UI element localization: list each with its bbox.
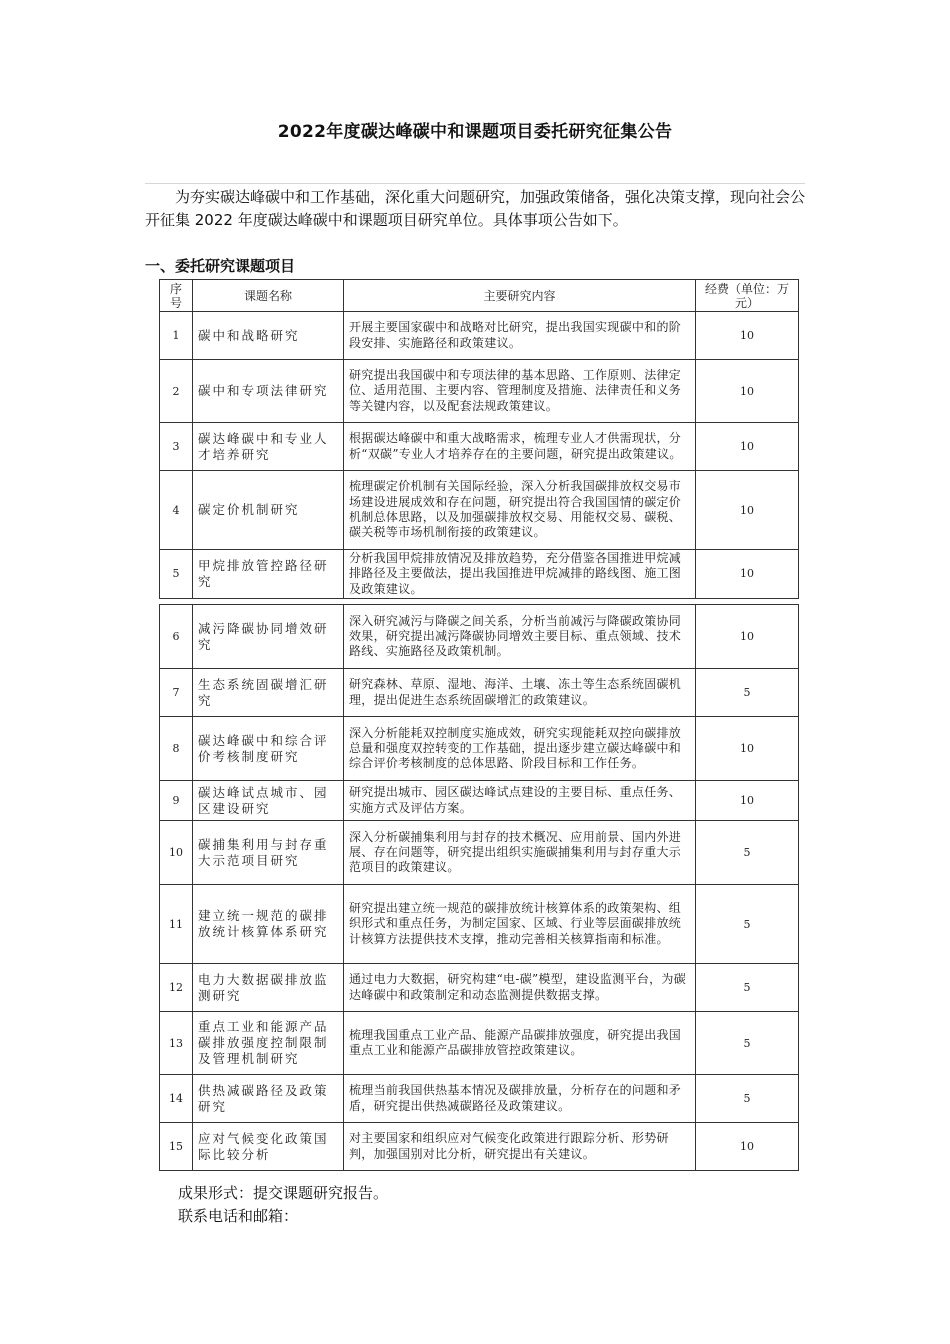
- project-table-part-2: [159, 604, 799, 1171]
- table-row: [160, 1123, 799, 1171]
- research-content: 研究森林、草原、湿地、海洋、土壤、冻土等生态系统固碳机理，提出促进生态系统固碳增汇的政策建议。: [344, 669, 696, 717]
- row-number: 4: [160, 471, 193, 550]
- row-number: 12: [160, 964, 193, 1012]
- funding-amount: 10: [696, 471, 799, 550]
- research-content: 对主要国家和组织应对气候变化政策进行跟踪分析、形势研判，加强国别对比分析，研究提出有关建议。: [344, 1123, 696, 1171]
- table-row: [160, 471, 799, 550]
- funding-amount: 10: [696, 550, 799, 599]
- section-heading: 一、委托研究课题项目: [145, 257, 296, 275]
- row-number: 14: [160, 1075, 193, 1123]
- row-number: 2: [160, 360, 193, 423]
- table-row: [160, 885, 799, 964]
- header-name: 课题名称: [193, 280, 344, 312]
- funding-amount: 10: [696, 1123, 799, 1171]
- intro-paragraph: 为夯实碳达峰碳中和工作基础，深化重大问题研究，加强政策储备，强化决策支撑，现向社会公开征集 2022 年度碳达峰碳中和课题项目研究单位。具体事项公告如下。: [145, 188, 806, 229]
- funding-amount: 5: [696, 1012, 799, 1075]
- table-row: [160, 781, 799, 821]
- table-row: [160, 964, 799, 1012]
- row-number: 15: [160, 1123, 193, 1171]
- table-row: [160, 360, 799, 423]
- project-name: 碳定价机制研究: [193, 471, 344, 550]
- funding-amount: 5: [696, 669, 799, 717]
- funding-amount: 5: [696, 821, 799, 885]
- funding-amount: 10: [696, 360, 799, 423]
- research-content: 研究提出城市、园区碳达峰试点建设的主要目标、重点任务、实施方式及评估方案。: [344, 781, 696, 821]
- project-name: 重点工业和能源产品碳排放强度控制限制及管理机制研究: [193, 1012, 344, 1075]
- research-content: 梳理我国重点工业产品、能源产品碳排放强度，研究提出我国重点工业和能源产品碳排放管控政策建议。: [344, 1012, 696, 1075]
- table-row: [160, 1012, 799, 1075]
- research-content: 研究提出建立统一规范的碳排放统计核算体系的政策架构、组织形式和重点任务，为制定国家、区域、行业等层面碳排放统计核算方法提供技术支撑，推动完善相关核算指南和标准。: [344, 885, 696, 964]
- table-row: [160, 669, 799, 717]
- row-number: 6: [160, 605, 193, 669]
- project-name: 应对气候变化政策国际比较分析: [193, 1123, 344, 1171]
- header-funding: 经费（单位：万元）: [696, 280, 799, 312]
- research-content: 开展主要国家碳中和战略对比研究，提出我国实现碳中和的阶段安排、实施路径和政策建议。: [344, 312, 696, 360]
- row-number: 9: [160, 781, 193, 821]
- research-content: 分析我国甲烷排放情况及排放趋势，充分借鉴各国推进甲烷减排路径及主要做法，提出我国推进甲烷减排的路线图、施工图及政策建议。: [344, 550, 696, 599]
- header-content: 主要研究内容: [344, 280, 696, 312]
- project-name: 碳中和专项法律研究: [193, 360, 344, 423]
- funding-amount: 10: [696, 781, 799, 821]
- table-row: [160, 312, 799, 360]
- project-name: 碳达峰碳中和专业人才培养研究: [193, 423, 344, 471]
- table-row: [160, 423, 799, 471]
- project-name: 碳捕集利用与封存重大示范项目研究: [193, 821, 344, 885]
- funding-amount: 5: [696, 964, 799, 1012]
- table-row: [160, 717, 799, 781]
- project-name: 碳达峰试点城市、园区建设研究: [193, 781, 344, 821]
- funding-amount: 10: [696, 312, 799, 360]
- research-content: 深入分析碳捕集利用与封存的技术概况、应用前景、国内外进展、存在问题等，研究提出组织实施碳捕集利用与封存重大示范项目的政策建议。: [344, 821, 696, 885]
- divider: [145, 183, 805, 184]
- funding-amount: 5: [696, 885, 799, 964]
- project-name: 供热减碳路径及政策研究: [193, 1075, 344, 1123]
- research-content: 研究提出我国碳中和专项法律的基本思路、工作原则、法律定位、适用范围、主要内容、管理制度及措施、法律责任和义务等关键内容，以及配套法规政策建议。: [344, 360, 696, 423]
- table-row: [160, 550, 799, 599]
- research-content: 深入研究减污与降碳之间关系，分析当前减污与降碳政策协同效果，研究提出减污降碳协同增效主要目标、重点领域、技术路线、实施路径及政策机制。: [344, 605, 696, 669]
- row-number: 10: [160, 821, 193, 885]
- project-name: 碳中和战略研究: [193, 312, 344, 360]
- project-name: 减污降碳协同增效研究: [193, 605, 344, 669]
- funding-amount: 10: [696, 605, 799, 669]
- page-title: 2022年度碳达峰碳中和课题项目委托研究征集公告: [277, 122, 673, 142]
- research-content: 梳理当前我国供热基本情况及碳排放量，分析存在的问题和矛盾，研究提出供热减碳路径及政策建议。: [344, 1075, 696, 1123]
- project-name: 碳达峰碳中和综合评价考核制度研究: [193, 717, 344, 781]
- row-number: 5: [160, 550, 193, 599]
- research-content: 深入分析能耗双控制度实施成效，研究实现能耗双控向碳排放总量和强度双控转变的工作基础，提出逐步建立碳达峰碳中和综合评价考核制度的总体思路、阶段目标和工作任务。: [344, 717, 696, 781]
- row-number: 8: [160, 717, 193, 781]
- table-row: [160, 821, 799, 885]
- funding-amount: 10: [696, 423, 799, 471]
- row-number: 11: [160, 885, 193, 964]
- funding-amount: 5: [696, 1075, 799, 1123]
- project-name: 电力大数据碳排放监测研究: [193, 964, 344, 1012]
- research-content: 通过电力大数据，研究构建“电-碳”模型，建设监测平台，为碳达峰碳中和政策制定和动态监测提供数据支撑。: [344, 964, 696, 1012]
- row-number: 3: [160, 423, 193, 471]
- deliverable-text: 成果形式：提交课题研究报告。: [178, 1184, 389, 1202]
- header-index: 序号: [160, 280, 193, 312]
- funding-amount: 10: [696, 717, 799, 781]
- row-number: 1: [160, 312, 193, 360]
- table-row: [160, 605, 799, 669]
- row-number: 7: [160, 669, 193, 717]
- contact-text: 联系电话和邮箱：: [178, 1207, 299, 1225]
- table-row: [160, 1075, 799, 1123]
- row-number: 13: [160, 1012, 193, 1075]
- research-content: 梳理碳定价机制有关国际经验，深入分析我国碳排放权交易市场建设进展成效和存在问题，研究提出符合我国国情的碳定价机制总体思路，以及加强碳排放权交易、用能权交易、碳税、碳关税等市场机制衔接的政策建议。: [344, 471, 696, 550]
- project-name: 甲烷排放管控路径研究: [193, 550, 344, 599]
- project-name: 生态系统固碳增汇研究: [193, 669, 344, 717]
- project-table-part-1: [159, 279, 799, 599]
- research-content: 根据碳达峰碳中和重大战略需求，梳理专业人才供需现状，分析“双碳”专业人才培养存在的主要问题，研究提出政策建议。: [344, 423, 696, 471]
- project-name: 建立统一规范的碳排放统计核算体系研究: [193, 885, 344, 964]
